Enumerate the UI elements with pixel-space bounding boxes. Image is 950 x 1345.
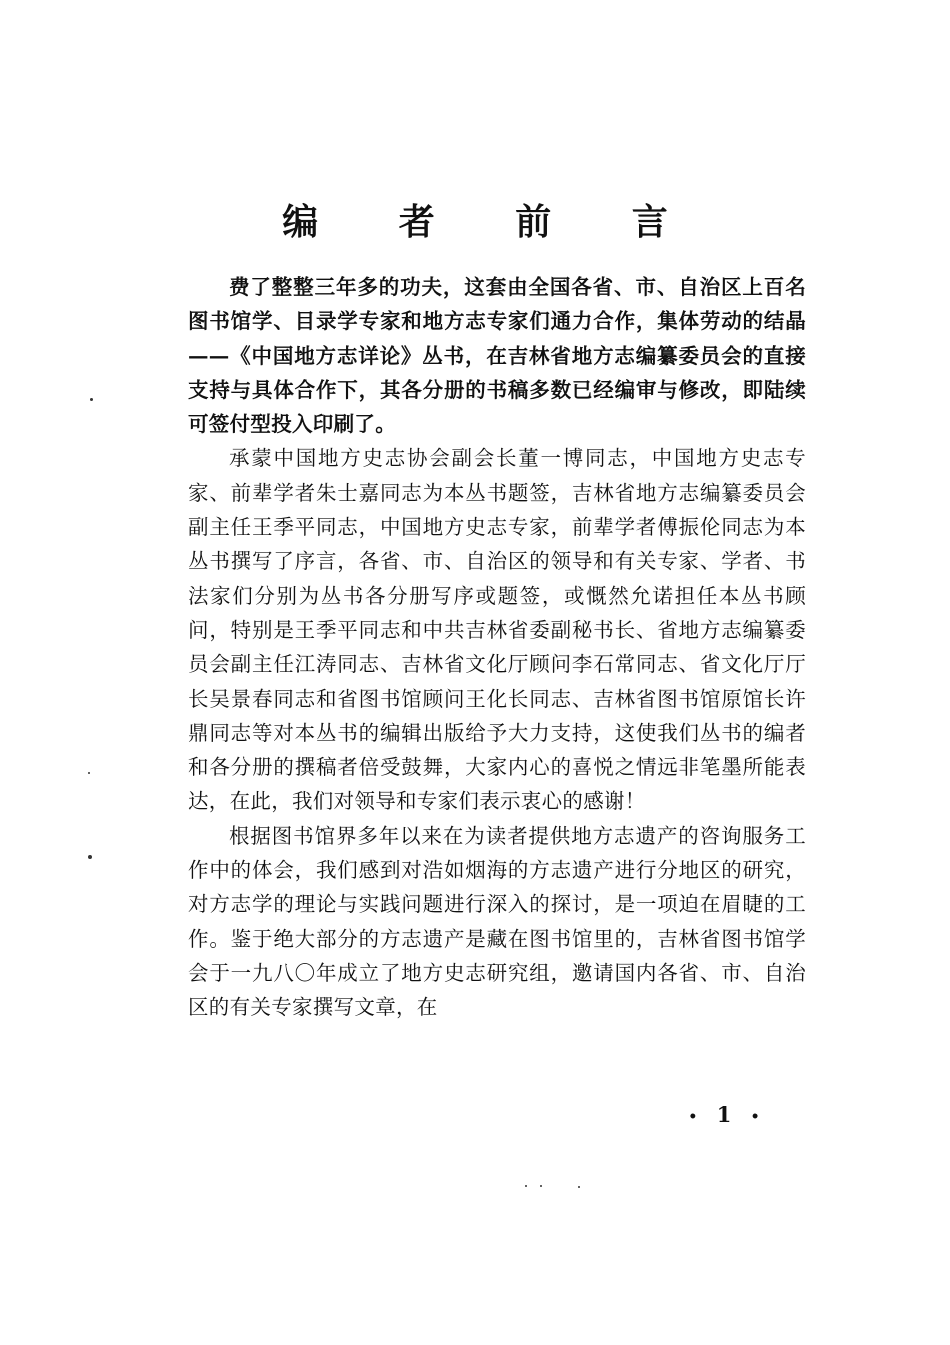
- bullet-dot-icon: •: [750, 1108, 766, 1125]
- scan-speck: [540, 1185, 542, 1187]
- scan-speck: [88, 855, 92, 859]
- page-number-value: 1: [716, 1102, 738, 1127]
- scan-speck: [88, 772, 90, 774]
- paragraph-1: 费了整整三年多的功夫，这套由全国各省、市、自治区上百名图书馆学、目录学专家和地方志专家们通力合作，集体劳动的结晶——《中国地方志详论》丛书，在吉林省地方志编纂委员会的直接支持与具体合作下，其各分册的书稿多数已经编审与修改，即陆续可签付型投入印刷了。: [188, 275, 806, 437]
- scan-speck: [90, 398, 93, 401]
- bullet-dot-icon: •: [688, 1108, 704, 1125]
- paragraph-2: 承蒙中国地方史志协会副会长董一博同志，中国地方史志专家、前辈学者朱士嘉同志为本丛书题签，吉林省地方志编纂委员会副主任王季平同志，中国地方史志专家，前辈学者傅振伦同志为本丛书撰写了序言，各省、市、自治区的领导和有关专家、学者、书法家们分别为丛书各分册写序或题签，或慨然允诺担任本丛书顾问，特别是王季平同志和中共吉林省委副秘书长、省地方志编纂委员会副主任江涛同志、吉林省文化厅顾问李石常同志、省文化厅厅长吴景春同志和省图书馆顾问王化长同志、吉林省图书馆原馆长许鼎同志等对本丛书的编辑出版给予大力支持，这使我们丛书的编者和各分册的撰稿者倍受鼓舞，大家内心的喜悦之情远非笔墨所能表达，在此，我们对领导和专家们表示衷心的感谢！: [188, 446, 806, 814]
- scan-speck: [525, 1185, 527, 1187]
- paragraph-3: 根据图书馆界多年以来在为读者提供地方志遗产的咨询服务工作中的体会，我们感到对浩如烟海的方志遗产进行分地区的研究，对方志学的理论与实践问题进行深入的探讨，是一项迫在眉睫的工作。鉴于绝大部分的方志遗产是藏在图书馆里的，吉林省图书馆学会于一九八〇年成立了地方史志研究组，邀请国内各省、市、自治区的有关专家撰写文章，在: [188, 823, 806, 1020]
- scan-speck: [578, 1186, 580, 1188]
- page-number: [672, 1100, 782, 1132]
- body-text: [188, 270, 806, 1025]
- page-title: 编 者 前 言: [282, 201, 702, 243]
